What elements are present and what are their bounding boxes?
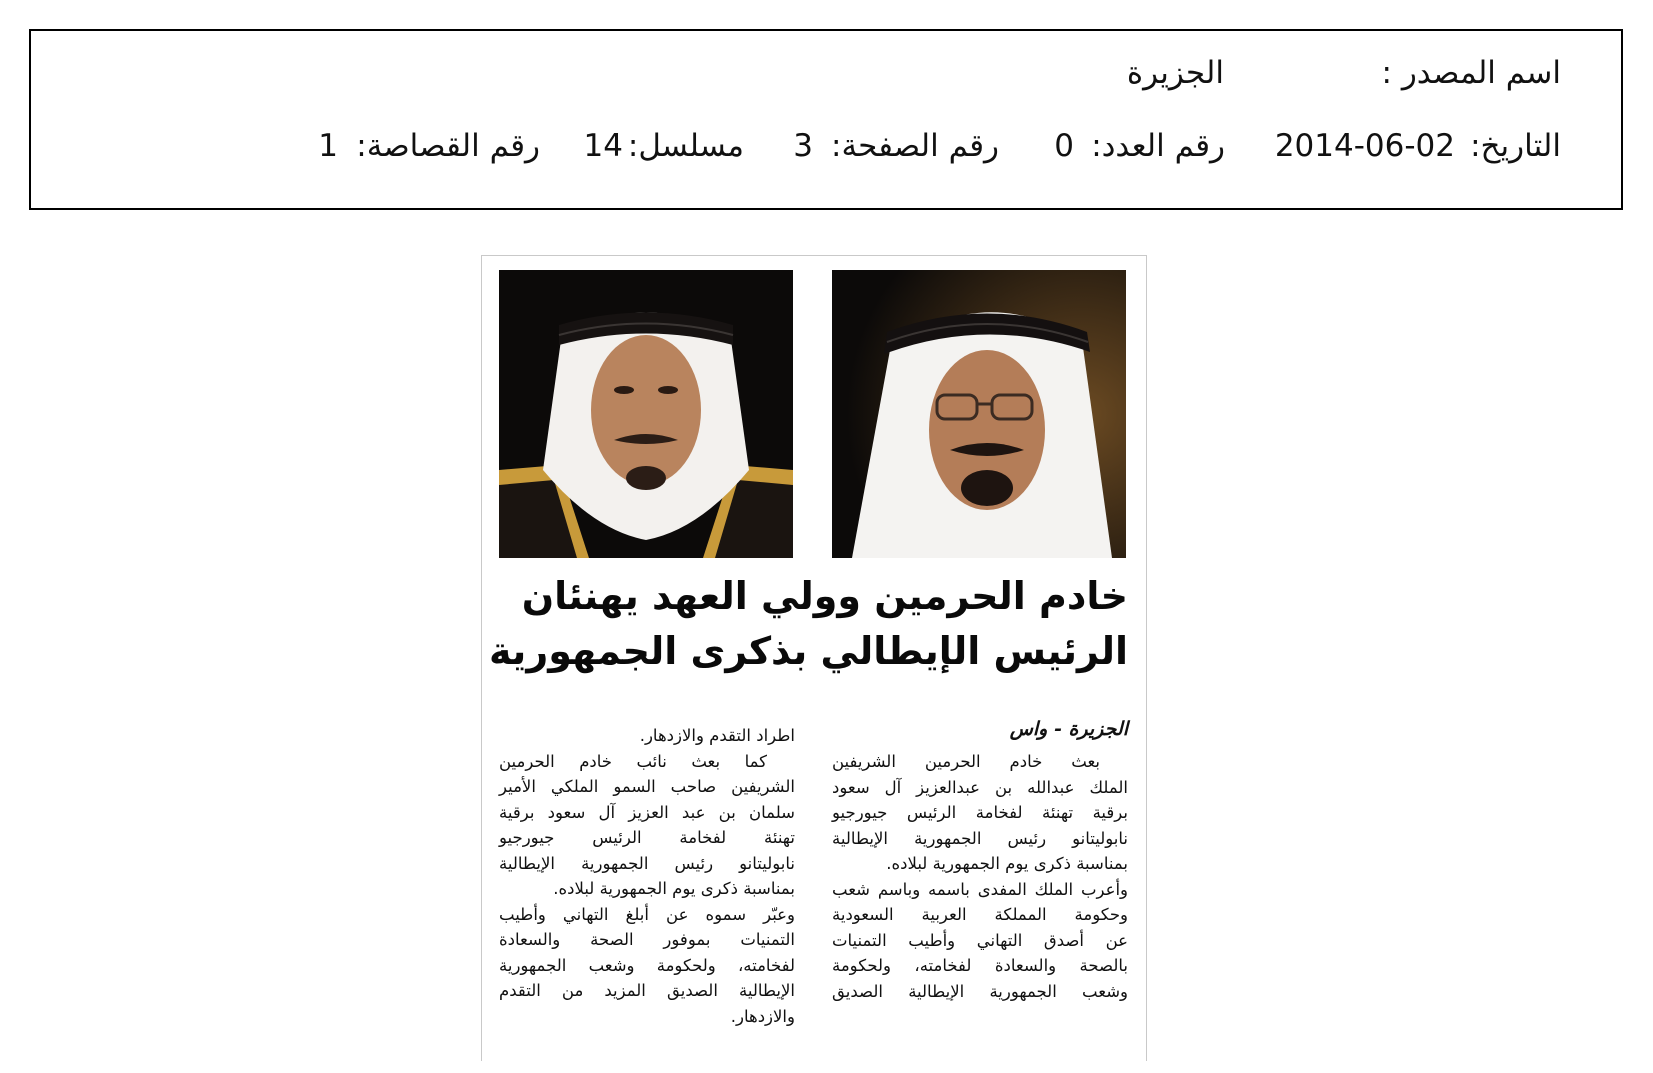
paragraph-line: وحكومة المملكة العربية السعودية bbox=[832, 905, 1128, 924]
date-value: 2014-06-02 bbox=[1274, 128, 1455, 164]
paragraph-line: التمنيات بموفور الصحة والسعادة bbox=[499, 930, 795, 949]
paragraph-line: وشعب الجمهورية الإيطالية الصديق bbox=[832, 981, 1128, 1001]
paragraph-line: والازدهار. bbox=[730, 1006, 795, 1026]
serial-label: مسلسل: bbox=[627, 128, 744, 164]
paragraph-line: بعث خادم الحرمين الشريفين bbox=[832, 752, 1100, 771]
article-column-right bbox=[832, 749, 1128, 1004]
paragraph-line: وأعرب الملك المفدى باسمه وباسم شعب bbox=[832, 879, 1128, 899]
paragraph-line: الإيطالية الصديق المزيد من التقدم bbox=[499, 981, 795, 1000]
portrait-photo-crown-prince bbox=[499, 270, 793, 558]
paragraph-line: نابوليتانو رئيس الجمهورية الإيطالية bbox=[832, 828, 1128, 848]
page-value: 3 bbox=[793, 128, 813, 164]
portrait-photo-king bbox=[832, 270, 1126, 558]
article-column-left bbox=[499, 723, 795, 1029]
paragraph-line: وعبّر سموه عن أبلغ التهاني وأطيب bbox=[499, 904, 795, 924]
paragraph-line: نابوليتانو رئيس الجمهورية الإيطالية bbox=[499, 853, 795, 873]
metadata-box bbox=[29, 29, 1623, 210]
clip-label: رقم القصاصة: bbox=[356, 128, 540, 164]
byline: الجزيرة - واس bbox=[1009, 718, 1128, 740]
paragraph-line: لفخامته، ولحكومة وشعب الجمهورية bbox=[499, 955, 795, 975]
paragraph-line: تهنئة لفخامة الرئيس جيورجيو bbox=[499, 828, 795, 847]
headline-line-1: خادم الحرمين وولي العهد يهنئان bbox=[521, 574, 1128, 618]
paragraph-line: بمناسبة ذكرى يوم الجمهورية لبلاده. bbox=[553, 879, 795, 898]
paragraph-line: كما بعث نائب خادم الحرمين bbox=[499, 751, 767, 771]
paragraph-line: بمناسبة ذكرى يوم الجمهورية لبلاده. bbox=[886, 854, 1128, 873]
newspaper-clipping bbox=[481, 255, 1147, 1061]
serial-value: 14 bbox=[583, 128, 623, 164]
paragraph-line: برقية تهنئة لفخامة الرئيس جيورجيو bbox=[832, 803, 1128, 822]
headline-line-2: الرئيس الإيطالي بذكرى الجمهورية bbox=[489, 629, 1128, 673]
paragraph-line: سلمان بن عبد العزيز آل سعود برقية bbox=[499, 802, 795, 822]
page-label: رقم الصفحة: bbox=[831, 128, 999, 164]
issue-value: 0 bbox=[1054, 128, 1074, 164]
date-label: التاريخ: bbox=[1470, 128, 1561, 164]
paragraph-line: الشريفين صاحب السمو الملكي الأمير bbox=[499, 777, 795, 796]
source-label: اسم المصدر : bbox=[1381, 55, 1561, 91]
paragraph-line: الملك عبدالله بن عبدالعزيز آل سعود bbox=[832, 777, 1128, 797]
paragraph-line: اطراد التقدم والازدهار. bbox=[639, 726, 795, 745]
source-value: الجزيرة bbox=[1126, 55, 1224, 91]
paragraph-line: عن أصدق التهاني وأطيب التمنيات bbox=[832, 930, 1128, 950]
clip-value: 1 bbox=[318, 128, 338, 164]
issue-label: رقم العدد: bbox=[1091, 128, 1225, 164]
paragraph-line: بالصحة والسعادة لفخامته، ولحكومة bbox=[832, 956, 1128, 975]
